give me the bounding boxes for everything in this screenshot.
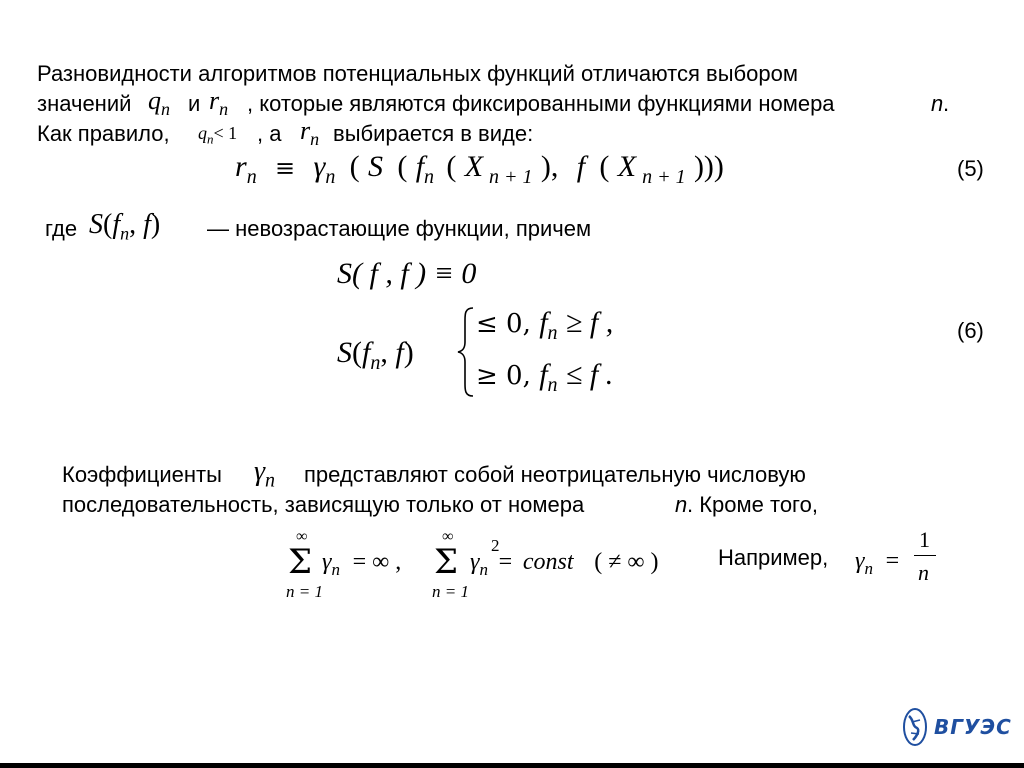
para2-text: — невозрастающие функции, причем [207, 216, 592, 241]
university-logo [900, 706, 1010, 748]
q-symbol: $q_n$ [148, 86, 170, 120]
fraction-denominator: n [918, 560, 929, 585]
para1-n: n [931, 91, 944, 116]
left-brace [455, 306, 477, 398]
para3-line1-start: Коэффициенты [62, 462, 222, 487]
sum2-lower: n = 1 [432, 582, 469, 601]
sum1-lower: n = 1 [286, 582, 323, 601]
para3-line1-end: представляют собой неотрицательную числовую [304, 462, 806, 487]
sum2-exponent: 2 [491, 536, 500, 555]
equation-6-case2: ≥ 0, $f_n \le f$ . [476, 358, 614, 396]
sum1-sign: Σ [288, 542, 313, 582]
example-label: Например, [718, 545, 829, 570]
para1-line3-end: выбирается в виде: [333, 121, 534, 146]
para1-line2-start: значений [37, 91, 132, 116]
bottom-border [0, 763, 1024, 768]
r-symbol: $r_n$ [209, 86, 229, 120]
S-fn-f: $S(f_n$, f) [89, 209, 161, 244]
equation-6-lhs: $S(f_n$, f) [337, 336, 414, 374]
sum1-upper: ∞ [296, 528, 308, 545]
gamma-n: $\gamma_n$ [254, 456, 276, 492]
example-gamma: $\gamma_n$ = [855, 548, 900, 578]
para1-line3-start: Как правило, [37, 121, 170, 146]
sum1-term: $\gamma_n$ = ∞ , [322, 549, 402, 579]
para1-a: , а [257, 121, 282, 146]
sum2-sign: Σ [434, 542, 459, 582]
logo-text: ВГУЭС [934, 715, 1012, 739]
equation-6-case1: ≤ 0, $f_n \ge f$ , [476, 306, 614, 344]
para2-where: где [45, 216, 78, 241]
sum2-term: $\gamma_n$ = const ( ≠ ∞ ) [470, 549, 659, 579]
r-symbol-2: $r_n$ [300, 116, 320, 150]
equation-6-line1: S( f , f ) ≡ 0 [337, 257, 477, 290]
para1-line2-mid: , которые являются фиксированными функциями номера [247, 91, 835, 116]
equation-6-number: (6) [957, 318, 984, 343]
para1-line1: Разновидности алгоритмов потенциальных функций отличаются выбором [37, 61, 798, 86]
para3-n: n [675, 492, 688, 517]
para3-line2-start: последовательность, зависящую только от номера [62, 492, 585, 517]
q-lt-1: $q_n< 1$ [198, 123, 238, 147]
fraction-numerator: 1 [919, 527, 930, 552]
sum2-upper: ∞ [442, 528, 454, 545]
equation-5-number: (5) [957, 156, 984, 181]
para1-period: . [943, 91, 950, 116]
para1-and: и [188, 91, 201, 116]
fraction-bar [914, 555, 936, 556]
para3-line2-end: . Кроме того, [687, 492, 818, 517]
equation-5: $r_n \equiv \gamma_n$ ( S ( $f_n$ ( X $_{n + 1}$ ), f ( X $_{n + 1}$ ))) [235, 150, 724, 188]
